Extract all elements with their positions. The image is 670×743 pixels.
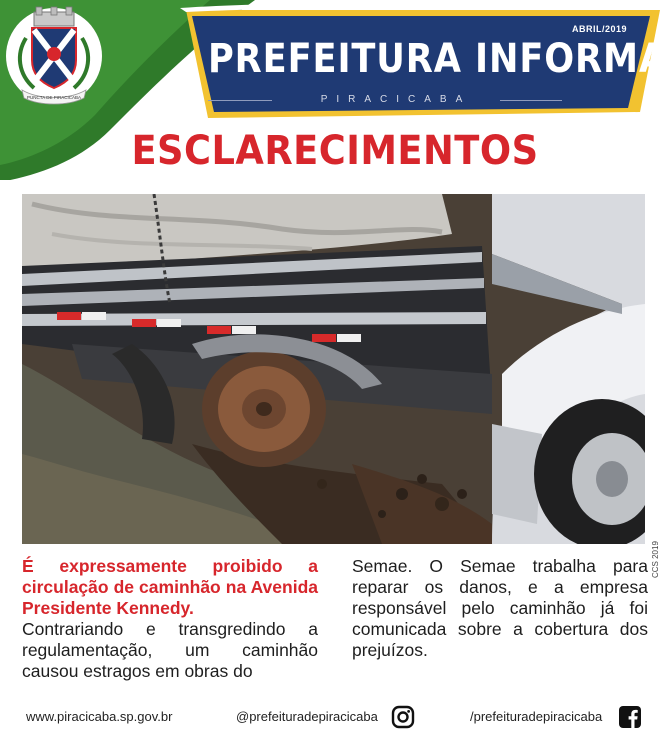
city-divider-right (500, 100, 562, 101)
instagram-handle[interactable]: @prefeituradepiracicaba (236, 709, 378, 724)
truck-photo (22, 194, 645, 544)
newsletter-title: PREFEITURA INFORMA (208, 36, 668, 82)
coat-of-arms-icon (4, 4, 104, 108)
article-column-right (352, 556, 648, 661)
instagram-icon[interactable] (391, 705, 415, 729)
article-body-right: Semae. O Semae trabalha para reparar os danos, e a empresa responsável pelo caminhão já foi comunicada sobre a cobertura dos prejuízos. (352, 556, 648, 660)
article-body-left: Contrariando e transgredindo a regulamentação, um caminhão causou estragos em obras do (22, 619, 318, 681)
facebook-handle[interactable]: /prefeituradepiracicaba (470, 709, 603, 724)
headline: ESCLARECIMENTOS (131, 128, 539, 174)
city-divider-left (208, 100, 272, 101)
article-lead: É expressamente proibido a circulação de caminhão na Avenida Presidente Kennedy. (22, 556, 318, 618)
footer (0, 705, 670, 731)
photo-credit: CCS 2019 (651, 541, 660, 578)
article-column-left (22, 556, 318, 682)
edition-date: ABRIL/2019 (572, 24, 628, 34)
facebook-icon[interactable] (618, 705, 642, 729)
website-link[interactable]: www.piracicaba.sp.gov.br (26, 709, 173, 724)
city-name: PIRACICABA (320, 94, 472, 105)
seal-motto: PUNCTA DE PIRACICABA (27, 95, 81, 100)
